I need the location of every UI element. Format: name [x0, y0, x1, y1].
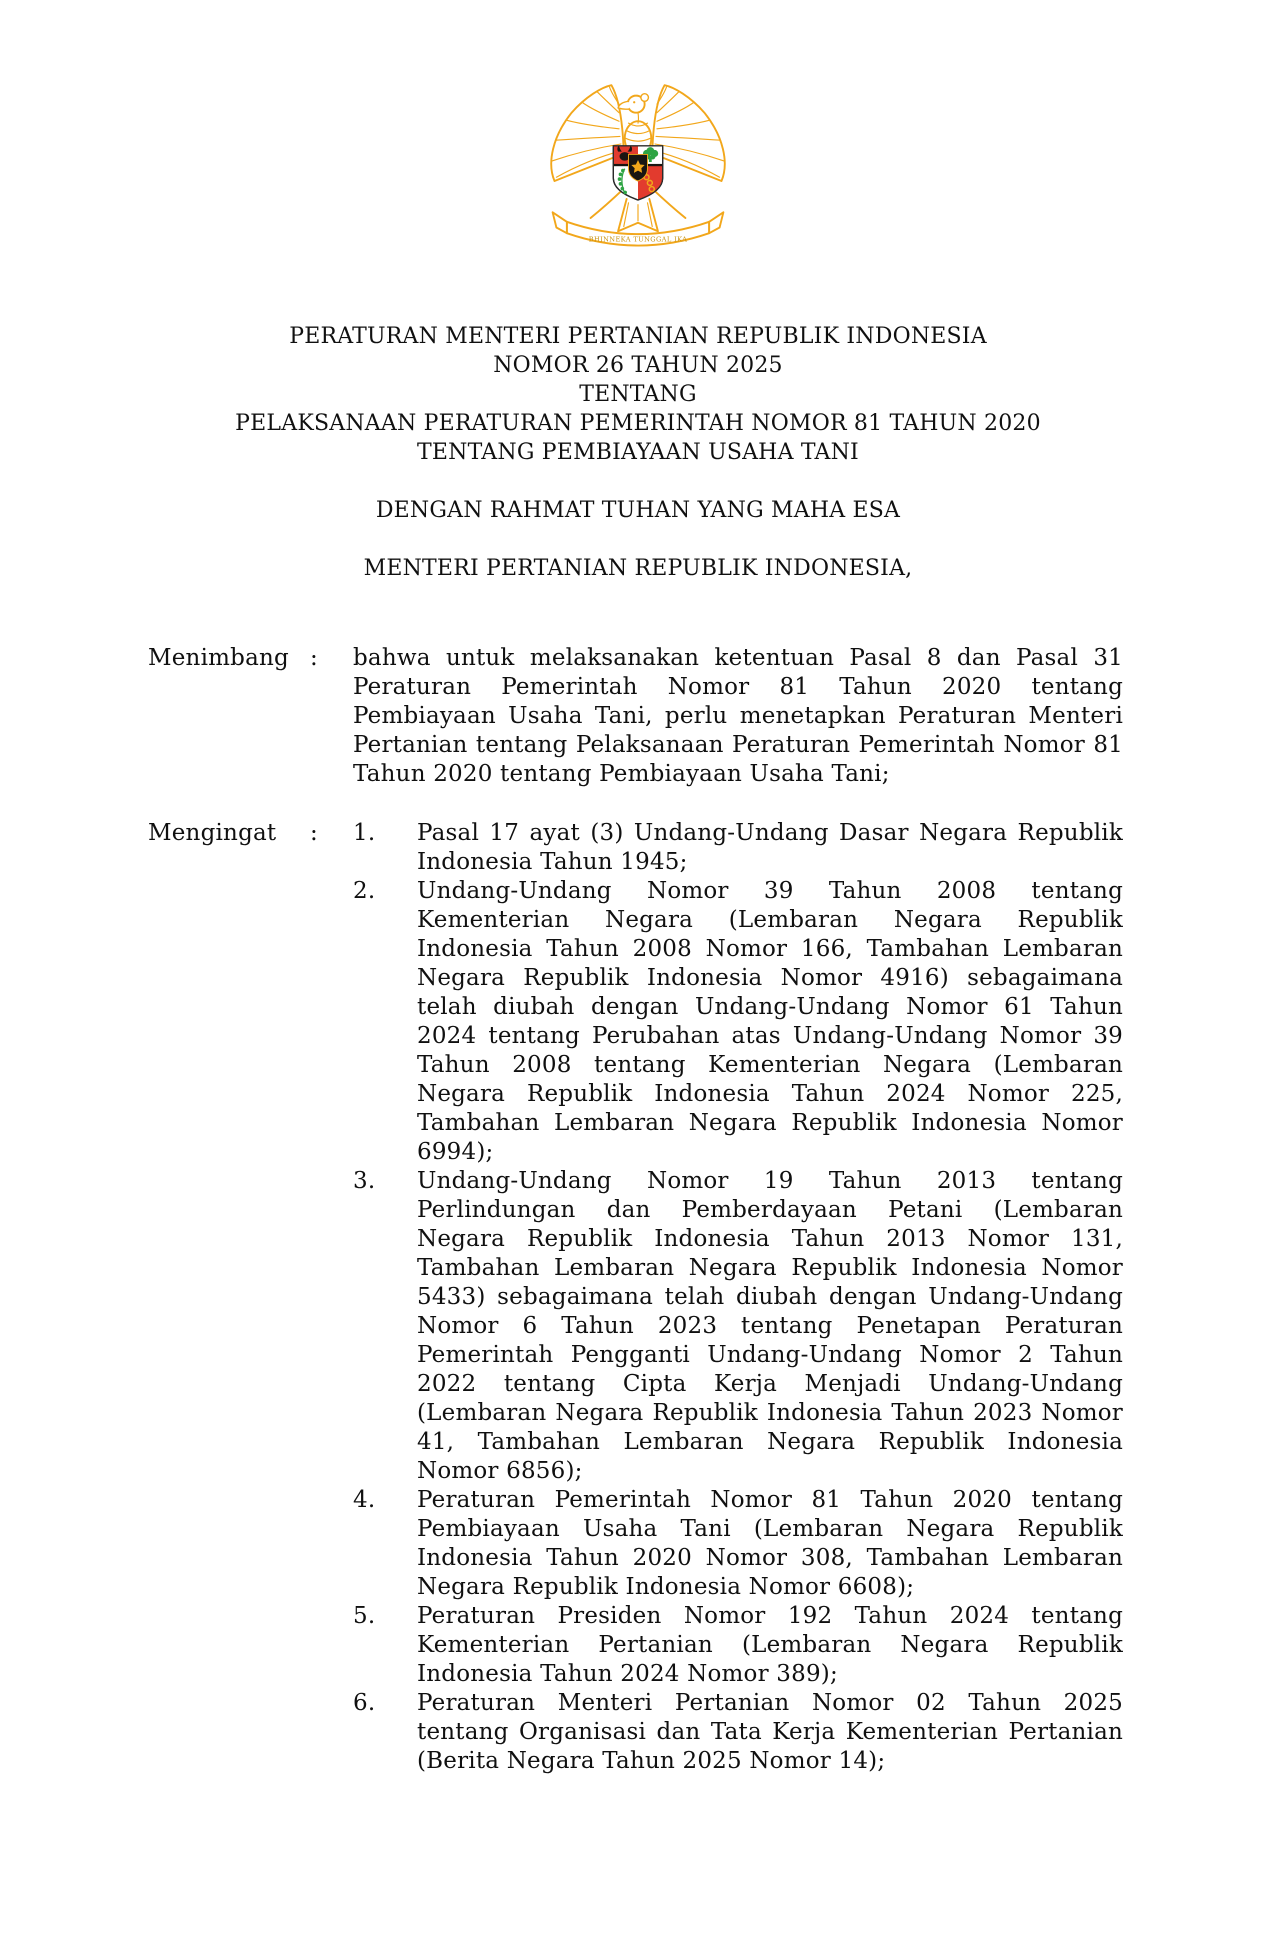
- menimbang-paragraph: bahwa untuk melaksanakan ketentuan Pasal 8 dan Pasal 31 Peraturan Pemerintah Nomor 81 Tahun 2020 tentang Pembiayaan Usaha Tani, perlu menetapkan Peraturan Menteri Pertanian tentang Pelaksanaan Peraturan Pemerintah Nomor 81 Tahun 2020 tentang Pembiayaan Usaha Tani;: [353, 645, 1123, 787]
- item-text: Peraturan Presiden Nomor 192 Tahun 2024 tentang Kementerian Pertanian (Lembaran Negara Republik Indonesia Tahun 2024 Nomor 389);: [417, 1603, 1123, 1687]
- mengingat-section: [148, 819, 1123, 1776]
- list-item: [353, 1602, 1123, 1689]
- item-number: 3.: [353, 1168, 376, 1194]
- garuda-pancasila-icon: [543, 70, 733, 255]
- invocation-line: DENGAN RAHMAT TUHAN YANG MAHA ESA: [375, 498, 901, 523]
- title-line-subject2: TENTANG PEMBIAYAAN USAHA TANI: [417, 440, 859, 465]
- mengingat-list: [353, 819, 1123, 1776]
- item-text: Undang-Undang Nomor 19 Tahun 2013 tentang Perlindungan dan Pemberdayaan Petani (Lembaran Negara Republik Indonesia Tahun 2013 Nomor 131, Tambahan Lembaran Negara Republik Indonesia Nomor 5433) sebagaimana telah diubah dengan Undang-Undang Nomor 6 Tahun 2023 tentang Penetapan Peraturan Pemerintah Pengganti Undang-Undang Nomor 2 Tahun 2022 tentang Cipta Kerja Menjadi Undang-Undang (Lembaran Negara Republik Indonesia Tahun 2023 Nomor 41, Tambahan Lembaran Negara Republik Indonesia Nomor 6856);: [417, 1168, 1123, 1484]
- document-title: [0, 322, 1276, 467]
- menimbang-label: Menimbang: [148, 645, 289, 671]
- issuer-line: MENTERI PERTANIAN REPUBLIK INDONESIA,: [363, 556, 913, 581]
- title-line-subject: PELAKSANAAN PERATURAN PEMERINTAH NOMOR 81 TAHUN 2020: [235, 411, 1041, 436]
- item-number: 2.: [353, 878, 376, 904]
- mengingat-colon: :: [310, 820, 318, 846]
- preamble-body: [148, 644, 1123, 1776]
- title-line-tentang: TENTANG: [579, 382, 697, 407]
- item-number: 4.: [353, 1487, 376, 1513]
- list-item: [353, 1167, 1123, 1486]
- title-line: PERATURAN MENTERI PERTANIAN REPUBLIK INDONESIA: [289, 324, 987, 349]
- list-item: [353, 1689, 1123, 1776]
- list-item: [353, 1486, 1123, 1602]
- item-text: Peraturan Pemerintah Nomor 81 Tahun 2020 tentang Pembiayaan Usaha Tani (Lembaran Negara Republik Indonesia Tahun 2020 Nomor 308, Tambahan Lembaran Negara Republik Indonesia Nomor 6608);: [417, 1487, 1123, 1600]
- item-text: Undang-Undang Nomor 39 Tahun 2008 tentang Kementerian Negara (Lembaran Negara Republik Indonesia Tahun 2008 Nomor 166, Tambahan Lembaran Negara Republik Indonesia Nomor 4916) sebagaimana telah diubah dengan Undang-Undang Nomor 61 Tahun 2024 tentang Perubahan atas Undang-Undang Nomor 39 Tahun 2008 tentang Kementerian Negara (Lembaran Negara Republik Indonesia Tahun 2024 Nomor 225, Tambahan Lembaran Negara Republik Indonesia Nomor 6994);: [417, 878, 1123, 1165]
- item-text: Pasal 17 ayat (3) Undang-Undang Dasar Negara Republik Indonesia Tahun 1945;: [417, 820, 1123, 875]
- item-number: 6.: [353, 1690, 376, 1716]
- title-line-number: NOMOR 26 TAHUN 2025: [493, 353, 783, 378]
- emblem-motto: BHINNEKA TUNGGAL IKA: [588, 235, 688, 244]
- item-text: Peraturan Menteri Pertanian Nomor 02 Tahun 2025 tentang Organisasi dan Tata Kerja Kementerian Pertanian (Berita Negara Tahun 2025 Nomor 14);: [417, 1690, 1123, 1774]
- item-number: 1.: [353, 820, 376, 846]
- item-number: 5.: [353, 1603, 376, 1629]
- mengingat-label: Mengingat: [148, 820, 277, 846]
- garuda-pancasila-emblem: [0, 70, 1276, 255]
- menimbang-colon: :: [310, 645, 318, 671]
- list-item: [353, 819, 1123, 877]
- menimbang-section: [148, 644, 1123, 789]
- list-item: [353, 877, 1123, 1167]
